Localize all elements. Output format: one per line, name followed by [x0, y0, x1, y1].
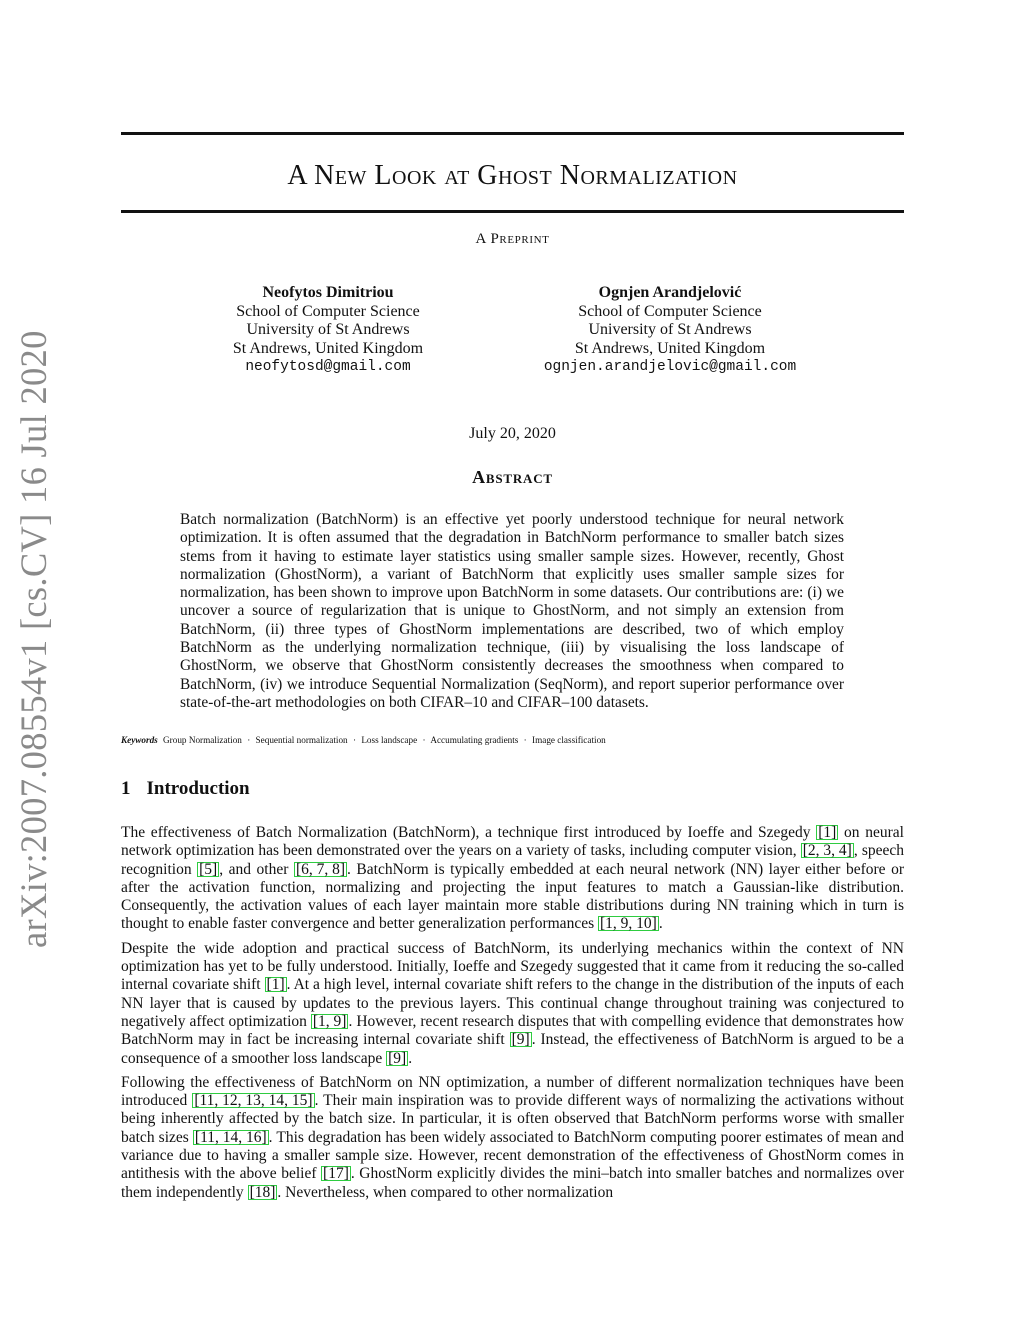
keyword: Sequential normalization	[255, 735, 348, 745]
citation-link[interactable]: [5]	[199, 860, 218, 878]
author-name: Neofytos Dimitriou	[262, 284, 394, 301]
body-paragraph: Following the effectiveness of BatchNorm on NN optimization, a number of different normalization techniques have been introduced [11, 12, 13, 14, 15] . Their main inspiration was to provide different ways of normalizing the activations without being inherently affected by the batch size. In particular, it is often observed that BatchNorm performs worse with smaller batch sizes [11, 14, 16] . This degradation has been widely associated to BatchNorm computing poorer estimates of mean and variance due to having a smaller sample size. However, recent demonstration of the effectiveness of GhostNorm comes in antithesis with the above belief [17] . GhostNorm explicitly divides the mini–batch into smaller batches and normalizes over them independently [18] . Nevertheless, when compared to other normalization	[121, 1073, 904, 1201]
citation-link[interactable]: [1]	[818, 824, 837, 841]
section-number: 1	[121, 778, 131, 799]
keyword-separator: ·	[422, 735, 426, 745]
body-paragraph: The effectiveness of Batch Normalization (BatchNorm), a technique first introduced by Ioeffe and Szegedy [1] on neural network optimization has been demonstrated over the years on a variety of tasks, including computer vision, [2, 3, 4] , speech recognition [5] , and other [6, 7, 8] . BatchNorm is typically embedded at each neural network (NN) layer either before or after the activation function, normalizing and projecting the input features to match a Gaussian-like distribution. Consequently, the activation values of each layer maintain more stable distributions during NN training which in turn is thought to enable faster convergence and better generalization performances [1, 9, 10] .	[121, 824, 904, 933]
author-department: School of Computer Science	[236, 302, 420, 320]
author-location: St Andrews, United Kingdom	[232, 339, 424, 357]
publication-date: July 20, 2020	[469, 425, 556, 442]
author-name: Ognjen Arandjelović	[598, 284, 742, 301]
citation-link[interactable]: [2, 3, 4]	[802, 842, 852, 860]
citation-link[interactable]: [17]	[323, 1165, 349, 1183]
keyword: Group Normalization	[163, 735, 242, 745]
title-rule-top	[121, 132, 904, 135]
paper-title: A New Look at Ghost Normalization	[287, 160, 738, 191]
citation-link[interactable]: [18]	[249, 1183, 276, 1201]
citation-link[interactable]: [1, 9, 10]	[599, 915, 657, 933]
abstract-text: Batch normalization (BatchNorm) is an effective yet poorly understood technique for neural network optimization. It is often assumed that the degradation in BatchNorm performance to smaller batch sizes stems from it having to estimate layer statistics using smaller sample sizes. However, recently, Ghost normalization (GhostNorm), a variant of BatchNorm that explicitly uses smaller sample sizes for normalization, has been shown to improve upon BatchNorm in some datasets. Our contributions are: (i) we uncover a source of regularization that is unique to GhostNorm, and not simply an extension from BatchNorm, (ii) three types of GhostNorm implementations are described, two of which employ BatchNorm as the underlying normalization technique, (iii) by visualising the loss landscape of GhostNorm, we observe that GhostNorm consistently decreases the smoothness when compared to BatchNorm, (iv) we introduce Sequential Normalization (SeqNorm), and report superior performance over state-of-the-art methodologies on both CIFAR–10 and CIFAR–100 datasets.	[180, 511, 844, 711]
keyword: Accumulating gradients	[430, 735, 519, 745]
author-department: School of Computer Science	[578, 302, 762, 320]
title-rule-bottom	[121, 210, 904, 213]
author-email[interactable]: neofytosd@gmail.com	[245, 359, 411, 375]
keywords-line	[121, 735, 904, 745]
arxiv-side-stamp: arXiv:2007.08554v1 [cs.CV] 16 Jul 2020	[13, 330, 54, 948]
citation-link[interactable]: [11, 12, 13, 14, 15]	[194, 1092, 313, 1110]
keyword-separator: ·	[352, 735, 357, 745]
keyword: Image classification	[532, 735, 606, 745]
body-paragraph: Despite the wide adoption and practical success of BatchNorm, its underlying mechanics within the context of NN optimization has yet to be fully understood. Initially, Ioeffe and Szegedy suggested that it came from it reducing the so-called internal covariate shift [1] . At a high level, internal covariate shift refers to the change in the distribution of the inputs of each NN layer that is caused by updates to the previous layers. This continual change throughout training was conjectured to negatively affect optimization [1, 9] . However, recent research disputes that with compelling evidence that demonstrates how BatchNorm may in fact be increasing internal covariate shift [9] . Instead, the effectiveness of BatchNorm is argued to be a consequence of a smoother loss landscape [9] .	[121, 939, 904, 1067]
author-location: St Andrews, United Kingdom	[574, 339, 766, 357]
citation-link[interactable]: [9]	[388, 1049, 407, 1067]
preprint-label: A Preprint	[475, 231, 550, 247]
author-block-1	[163, 284, 493, 377]
keyword: Loss landscape	[361, 735, 418, 745]
citation-link[interactable]: [1]	[266, 976, 285, 994]
section-heading	[121, 778, 250, 800]
introduction-body	[121, 824, 904, 1208]
abstract-heading: Abstract	[472, 467, 553, 487]
author-institution: University of St Andrews	[246, 321, 410, 338]
citation-link[interactable]: [9]	[511, 1031, 530, 1049]
author-email[interactable]: ognjen.arandjelovic@gmail.com	[543, 359, 797, 375]
citation-link[interactable]: [11, 14, 16]	[194, 1128, 267, 1146]
keyword-separator: ·	[247, 735, 251, 745]
citation-link[interactable]: [6, 7, 8]	[295, 860, 346, 878]
keywords-label: Keywords	[121, 735, 158, 745]
author-institution: University of St Andrews	[588, 321, 752, 338]
author-block-2	[505, 284, 835, 377]
citation-link[interactable]: [1, 9]	[312, 1012, 347, 1030]
section-title: Introduction	[146, 778, 250, 799]
keyword-separator: ·	[523, 735, 527, 745]
